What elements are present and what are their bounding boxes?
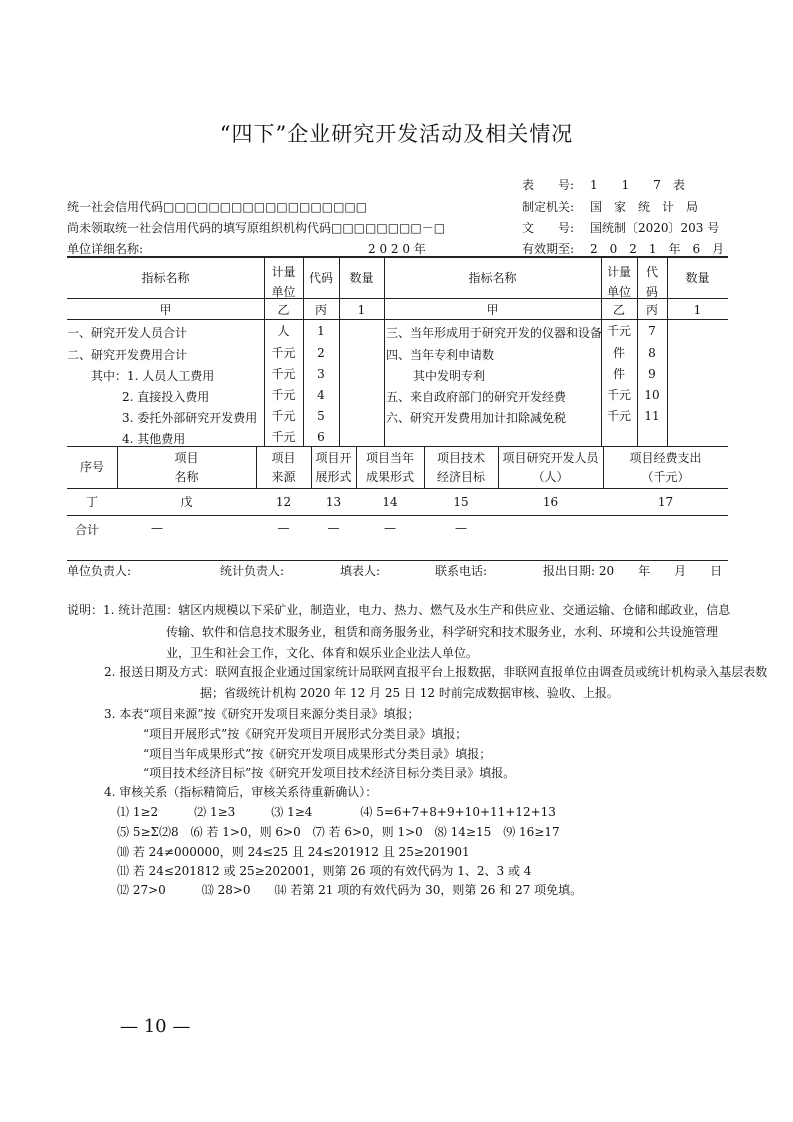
note-line: 3. 本表“项目来源”按《研究开发项目来源分类目录》填报；	[104, 707, 420, 721]
code-cell: 13	[325, 495, 342, 509]
header-staff-1: 项目研究开发人员	[502, 451, 599, 465]
sub-bing-right: 丙	[645, 303, 658, 317]
sub-jia-right: 甲	[486, 303, 499, 317]
header-fund-1: 项目经费支出	[629, 451, 702, 465]
header-indicator-name-right: 指标名称	[468, 271, 517, 285]
note-line: 业，卫生和社会工作，文化、体育和娱乐业企业法人单位。	[166, 646, 479, 660]
unit-head-label: 单位负责人:	[67, 564, 132, 578]
table-divider	[67, 515, 728, 516]
total-label: 合计	[75, 523, 100, 537]
row-label: 4. 其他费用	[122, 432, 186, 446]
sub-yi: 乙	[277, 303, 290, 317]
row-unit: 千元	[271, 409, 296, 423]
total-dash: —	[277, 521, 290, 535]
row-code: 6	[317, 430, 325, 444]
header-unit	[264, 262, 303, 302]
note-line: ⑸ 5≥Σ⑵8 ⑹ 若 1>0，则 6>0 ⑺ 若 6>0，则 1>0 ⑻ 14≥15 ⑼ 16≥17	[117, 825, 560, 839]
note-line: ⑴ 1≥2 ⑵ 1≥3 ⑶ 1≥4 ⑷ 5=6+7+8+9+10+11+12+13	[117, 805, 556, 819]
header-unit-right	[601, 262, 637, 302]
row-code-right: 11	[644, 409, 660, 423]
page-number: — 10 —	[120, 1016, 191, 1037]
sub-one-right: 1	[693, 303, 702, 317]
note-line: 传输、软件和信息技术服务业，租赁和商务服务业，科学研究和技术服务业，水利、环境和公共设施管理	[166, 625, 719, 639]
org-code-field[interactable]: 尚未领取统一社会信用代码的填写原组织机构代码□□□□□□□□－□	[67, 221, 446, 235]
code-cell: 戊	[180, 495, 193, 509]
row-unit-right: 件	[612, 346, 625, 360]
row-label: 2. 直接投入费用	[122, 390, 210, 404]
code-cell: 14	[382, 495, 398, 509]
header-fund-2: （千元）	[641, 470, 690, 484]
report-date-label: 报出日期: 20 年 月 日	[543, 564, 723, 578]
stat-head-label: 统计负责人:	[220, 564, 285, 578]
row-label: 二、研究开发费用合计	[67, 348, 188, 362]
note-line: 2. 报送日期及方式：联网直报企业通过国家统计局联网直报平台上报数据，非联网直报单位由调查员或统计机构录入基层表数	[104, 665, 768, 679]
header-seq: 序号	[79, 460, 104, 474]
row-code-right: 7	[648, 324, 656, 338]
row-label-right: 六、研究开发费用加计扣除减免税	[386, 411, 567, 425]
code-cell: 12	[275, 495, 292, 509]
form-number-value: 1 1 7 表	[590, 178, 685, 192]
phone-label: 联系电话:	[435, 564, 488, 578]
row-unit: 千元	[271, 388, 296, 402]
note-line: ⑽ 若 24≠000000，则 24≤25 且 24≤201912 且 25≥201901	[117, 845, 470, 859]
table-top-border	[67, 256, 728, 258]
row-code: 2	[317, 346, 325, 360]
row-code: 3	[317, 367, 325, 381]
note-line: 说明：1. 统计范围：辖区内规模以下采矿业，制造业，电力、热力、燃气及水生产和供应业、交通运输、仓储和邮政业，信息	[67, 603, 731, 617]
doc-number-value: 国统制〔2020〕203 号	[590, 221, 720, 235]
unit-name-label: 单位详细名称:	[67, 242, 144, 256]
row-label: 3. 委托外部研究开发费用	[122, 411, 258, 425]
header-proj-name-1: 项目	[174, 451, 199, 465]
authority-label: 制定机关:	[522, 200, 575, 214]
row-unit: 千元	[271, 367, 296, 381]
table-divider	[67, 488, 728, 489]
header-proj-name-2: 名称	[174, 470, 199, 484]
table-bottom-border	[67, 560, 728, 561]
doc-number-label: 文 号:	[522, 221, 575, 235]
filler-label: 填表人:	[340, 564, 381, 578]
row-label: 一、研究开发人员合计	[67, 326, 188, 340]
header-goal-2: 经济目标	[436, 470, 485, 484]
code-cell: 15	[453, 495, 469, 509]
header-unit-right-text: 计量单位	[606, 265, 631, 299]
note-line: “项目开展形式”按《研究开发项目开展形式分类目录》填报；	[143, 727, 468, 741]
row-unit: 人	[277, 324, 290, 338]
row-code-right: 10	[644, 388, 660, 402]
row-code-right: 8	[648, 346, 656, 360]
row-code-right: 9	[648, 367, 656, 381]
code-cell: 17	[657, 495, 674, 509]
valid-until-label: 有效期至:	[522, 242, 575, 256]
report-year: 2 0 2 0 年	[368, 242, 426, 256]
note-line: 4. 审核关系（指标精简后，审核关系待重新确认）：	[104, 785, 378, 799]
row-unit-right: 千元	[606, 388, 631, 402]
header-indicator-name: 指标名称	[141, 271, 190, 285]
row-label-right: 五、来自政府部门的研究开发经费	[386, 390, 567, 404]
row-unit: 千元	[271, 430, 296, 444]
row-label-right: 四、当年专利申请数	[386, 348, 495, 362]
row-unit-right: 件	[612, 367, 625, 381]
header-result-1: 项目当年	[365, 451, 414, 465]
header-form-2: 展形式	[315, 470, 352, 484]
sub-bing: 丙	[314, 303, 327, 317]
total-dash: —	[455, 521, 467, 535]
sub-one: 1	[357, 303, 366, 317]
total-dash: —	[384, 521, 396, 535]
header-qty: 数量	[349, 271, 374, 285]
header-source-1: 项目	[271, 451, 296, 465]
row-label: 其中：1. 人员人工费用	[91, 369, 215, 383]
row-unit-right: 千元	[606, 324, 631, 338]
row-code: 1	[317, 324, 325, 338]
page-title: “四下”企业研究开发活动及相关情况	[219, 122, 574, 146]
header-code: 代码	[308, 271, 333, 285]
header-result-2: 成果形式	[365, 470, 414, 484]
header-unit-text: 计量单位	[271, 265, 296, 299]
valid-until-value: 2 0 2 1 年 6 月	[590, 242, 725, 256]
note-line: “项目当年成果形式”按《研究开发项目成果形式分类目录》填报；	[143, 747, 492, 761]
authority-value: 国 家 统 计 局	[590, 200, 699, 214]
total-dash: —	[327, 521, 340, 535]
code-cell: 丁	[85, 495, 98, 509]
note-line: ⑿ 27>0 ⒀ 28>0 ⒁ 若第 21 项的有效代码为 30，则第 26 和 27 项免填。	[117, 883, 583, 897]
code-cell: 16	[542, 495, 559, 509]
header-staff-2: （人）	[532, 470, 569, 484]
sub-yi-right: 乙	[612, 303, 625, 317]
note-line: 据；省级统计机构 2020 年 12 月 25 日 12 时前完成数据审核、验收、上报。	[200, 686, 619, 700]
form-number-label: 表 号:	[522, 178, 575, 192]
row-code: 4	[317, 388, 325, 402]
table-divider	[67, 319, 728, 320]
row-code: 5	[317, 409, 325, 423]
row-label-right: 三、当年形成用于研究开发的仪器和设备	[386, 326, 603, 340]
header-source-2: 来源	[271, 470, 296, 484]
sub-jia: 甲	[159, 303, 172, 317]
row-unit: 千元	[271, 346, 296, 360]
credit-code-field[interactable]: 统一社会信用代码□□□□□□□□□□□□□□□□□□	[67, 200, 368, 214]
header-goal-1: 项目技术	[436, 451, 485, 465]
header-qty-right: 数量	[685, 271, 710, 285]
row-label-right: 其中发明专利	[413, 369, 486, 383]
row-unit-right: 千元	[606, 409, 631, 423]
total-dash: —	[151, 521, 163, 535]
note-line: “项目技术经济目标”按《研究开发项目技术经济目标分类目录》填报。	[143, 766, 516, 780]
header-form-1: 项目开	[315, 451, 352, 465]
header-code-right	[637, 262, 667, 302]
header-code-right-text: 代码	[645, 265, 658, 299]
note-line: ⑾ 若 24≤201812 或 25≥202001，则第 26 项的有效代码为 1、2、3 或 4	[117, 864, 532, 878]
